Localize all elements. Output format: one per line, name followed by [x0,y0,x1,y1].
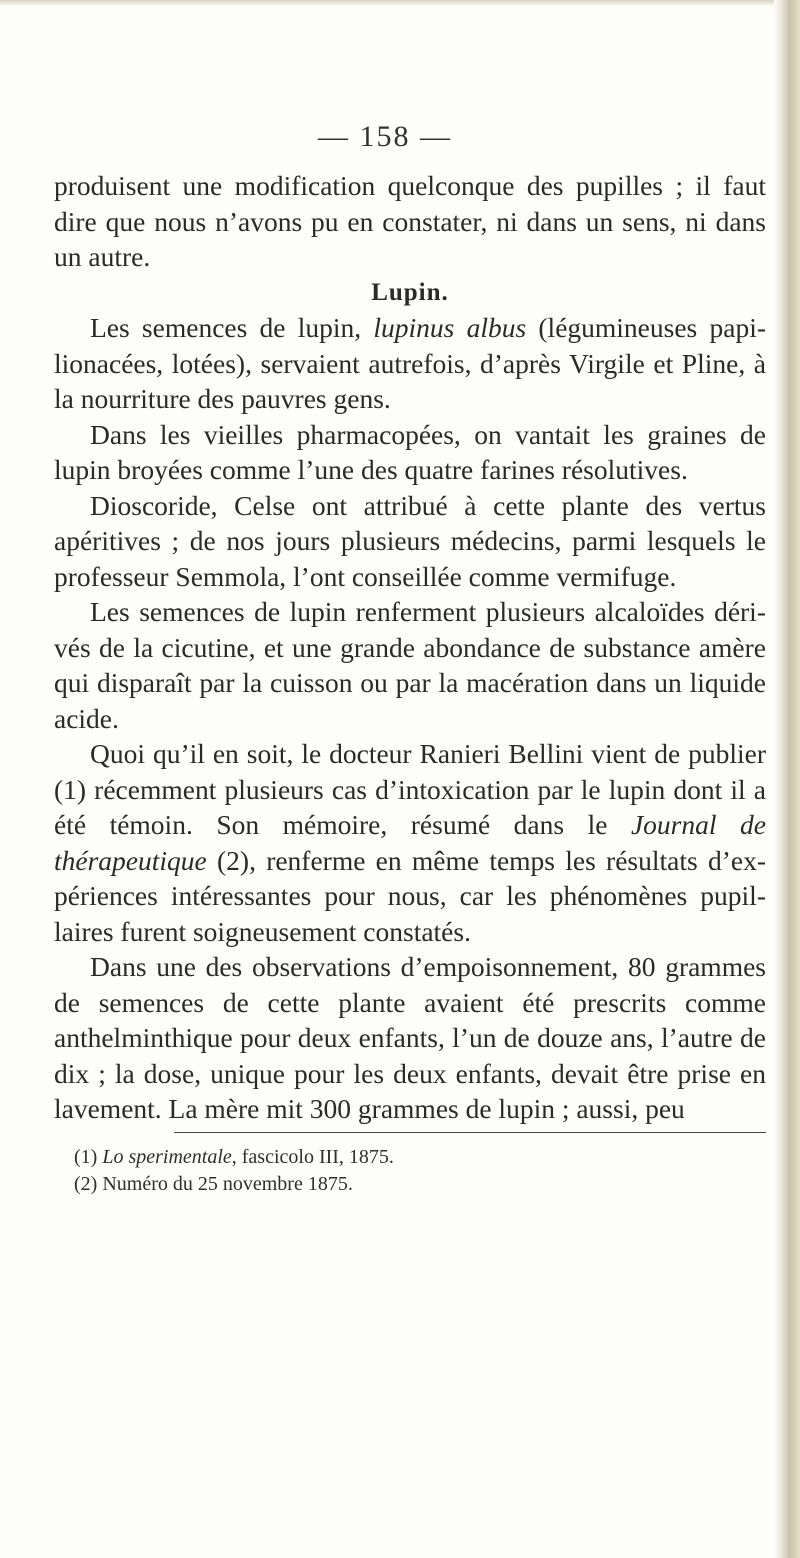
section-title: Lupin. [371,278,449,306]
page-top-edge [0,0,800,6]
footnote-1-title: Lo sperimentale [102,1146,232,1168]
footnote-1 [74,1144,764,1171]
journal-title: Journal de thérapeutique [54,809,766,876]
page-binding-edge [774,0,800,1558]
paragraph-3: Dioscoride, Celse ont attribué à cette plante des vertus apéritives ; de nos jours plusieurs médecins, parmi lesquels le professeur Semmola, l’ont conseillée comme vermifuge. [54,489,766,592]
page-number: — 158 — [318,120,452,153]
paragraph-6: Dans une des observations d’empoisonnement, 80 grammes de semences de cette plante avaient été prescrits comme anthelminthique pour deux enfants, l’un de douze ans, l’autre de dix ; la dose, unique pour les deux enfants, devait être prise en lavement. La mère mit 300 grammes de lupin ; aussi, peu [54,951,766,1124]
continuation-paragraph: produisent une modification quelconque des pupilles ; il faut dire que nous n’avons pu en constater, ni dans un sens, ni dans un autre. [54,170,766,272]
paragraph-5 [54,736,766,949]
paragraph-1-text-b: (légumineuses papilionacées, lotées), servaient autrefois, d’après Virgile et Pline, à la nourriture des pauvres gens. [54,312,766,414]
paragraph-1-text-a: Les semences de lupin, [90,312,374,343]
footnote-2: (2) Numéro du 25 novembre 1875. [74,1173,353,1195]
paragraph-5-text-a: Quoi qu’il en soit, le docteur Ranieri Bellini vient de publier (1) récemment plusieurs cas d’intoxication par le lupin dont il a été témoin. Son mémoire, résumé dans le [54,738,766,840]
paragraph-2: Dans les vieilles pharmacopées, on vantait les graines de lupin broyées comme l’une des quatre farines résolutives. [54,418,766,485]
footnotes [74,1144,764,1198]
footnote-1-marker: (1) [74,1146,103,1168]
paragraph-4: Les semences de lupin renferment plusieurs alcaloïdes dérivés de la cicutine, et une grande abondance de substance amère qui disparaît par la cuisson ou par la macération dans un liquide acide. [54,596,766,734]
page-body [54,168,766,1127]
species-name: lupinus albus [373,312,527,343]
footnote-divider [174,1132,766,1133]
paragraph-5-text-b: (2), renferme en même temps les résultats d’expériences intéressantes pour nous, car les phénomènes pupillaires furent soigneusement constatés. [54,844,766,947]
paragraph-1 [54,310,766,417]
footnote-1-text: , fascicolo III, 1875. [231,1146,394,1168]
